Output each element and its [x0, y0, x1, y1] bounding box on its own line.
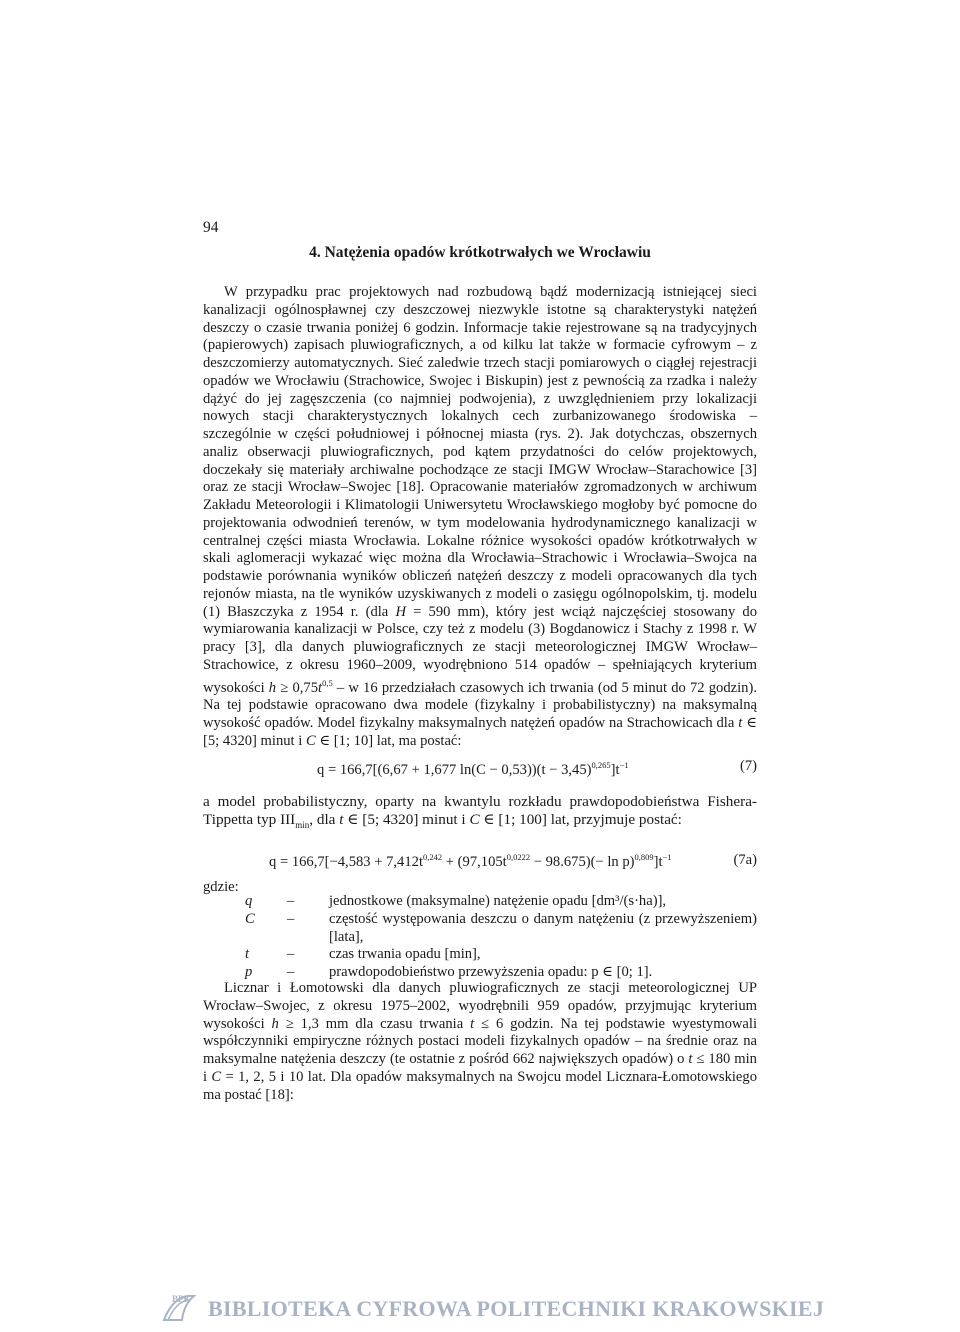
p1-var-t2: t	[738, 714, 743, 731]
legend-symbol: p	[245, 964, 253, 980]
legend-description: jednostkowe (maksymalne) natężenie opadu [dm³/(s·ha)],	[329, 893, 667, 909]
p2-text-c: ∈ [5; 4320] minut i	[343, 811, 470, 828]
p2-var-t: t	[339, 811, 344, 828]
eq7a-p4: ]t	[653, 853, 663, 870]
p1-var-h2: h	[268, 679, 277, 696]
legend-description: częstość występowania deszczu o danym natężeniu (z przewyższeniem) [lata],	[329, 910, 757, 945]
eq7-main: q = 166,7[(6,67 + 1,677 ln(C − 0,53))(t − 3,45)	[317, 761, 592, 778]
p3-text-d: ≤ 180 min i	[203, 1051, 757, 1085]
legend-row	[203, 893, 757, 911]
p3-var-t2: t	[688, 1051, 693, 1067]
eq7-exp: 0,265	[591, 760, 611, 770]
eq7a-e4: −1	[662, 852, 672, 862]
eq7a-p3: − 98.675)(− ln p)	[530, 853, 635, 870]
legend-row	[203, 911, 757, 947]
legend-description: prawdopodobieństwo przewyższenia opadu: p ∈ [0; 1].	[329, 964, 653, 980]
p3-text-a: Licznar i Łomotowski dla danych pluwiograficznych ze stacji meteorologicznej UP Wrocław–Swojec, z okresu 1975–2002, wyodrębnili 959 opadów, przyjmując kryterium wysokości	[203, 980, 757, 1032]
p1-text-d: – w 16 przedziałach czasowych ich trwania (od 5 minut do 72 godzin). Na tej podstawie opracowano dwa modele (fizykalny i probabilistyczny) na maksymalną wysokość opadów. Model fizykalny maksymalnych natężeń opadów na Strachowicach dla	[203, 679, 757, 731]
section-title: 4. Natężenia opadów krótkotrwałych we Wrocławiu	[309, 244, 651, 261]
page-number: 94	[203, 219, 219, 236]
eq7a-p1: q = 166,7[−4,583 + 7,412t	[269, 853, 424, 870]
paragraph-2	[203, 793, 757, 834]
legend-dash: –	[287, 893, 295, 909]
p1-text-f: ∈ [1; 10] lat, ma postać:	[315, 732, 462, 749]
p2-text-a: a model probabilistyczny, oparty na kwantylu rozkładu prawdopodobieństwa Fishera-Tippetta typ III	[203, 793, 757, 828]
legend-dash: –	[287, 964, 295, 980]
eq7a-e1: 0,242	[423, 852, 443, 862]
eq7a-e3: 0,809	[634, 852, 654, 862]
p2-text-d: ∈ [1; 100] lat, przyjmuje postać:	[479, 811, 682, 828]
legend-description: czas trwania opadu [min],	[329, 946, 481, 963]
legend-symbol: t	[245, 946, 250, 963]
legend-dash: –	[287, 946, 295, 963]
eq7a-e2: 0,0222	[506, 852, 531, 862]
eq7-tail: ]t	[610, 761, 620, 778]
p3-text-c: ≤ 6 godzin. Na tej podstawie wyestymowali współczynniki empiryczne różnych postaci modeli fizykalnych opadów – na średnie oraz na maksymalne natężenia deszczy (te ostatnie z pośród 662 największych opadów) o	[203, 1015, 757, 1067]
eq7-tail-exp: −1	[619, 760, 629, 770]
paragraph-1	[203, 284, 757, 750]
legend-symbol: q	[245, 893, 253, 909]
paragraph-3	[203, 980, 757, 1104]
eq7a-p2: + (97,105t	[442, 853, 507, 870]
p3-var-t: t	[470, 1015, 475, 1032]
p2-sub: min	[295, 820, 310, 831]
legend-intro: gdzie:	[203, 879, 239, 895]
p1-var-c: C	[305, 732, 316, 749]
p3-var-h: h	[271, 1015, 279, 1032]
equation-7-number: (7)	[739, 758, 757, 774]
library-name: BIBLIOTEKA CYFROWA POLITECHNIKI KRAKOWSKIEJ	[208, 1296, 825, 1321]
p2-var-c: C	[469, 811, 480, 828]
p3-text-b: ≥ 1,3 mm dla czasu trwania	[278, 1015, 471, 1032]
library-logo-text: BPK	[172, 1294, 191, 1304]
symbol-legend	[203, 893, 757, 982]
legend-symbol: C	[245, 910, 255, 927]
equation-7a-formula	[269, 852, 672, 871]
p1-text-c: ≥ 0,75	[276, 679, 318, 696]
p1-exp: 0,5	[322, 677, 333, 688]
equation-7-formula	[317, 760, 629, 779]
p1-text: W przypadku prac projektowych nad rozbudową bądź modernizacją istniejącej sieci kanalizacji ogólnospławnej czy deszczowej niezwykle istotne są charakterystyki natężeń deszczy o czasie trwania poniżej 6 godzin. Informacje takie rejestrowane są na tradycyjnych (papierowych) zapisach pluwiograficznych, a od kilku lat także w formacie cyfrowym – z deszczomierzy automatycznych. Sieć zaledwie trzech stacji pomiarowych o ciągłej rejestracji opadów we Wrocławiu (Strachowice, Swojec i Biskupin) jest z pewnością za rzadka i należy dążyć do jej zagęszczenia (co najmniej podwojenia), z uwzględnieniem przy lokalizacji nowych stacji charakterystycznych lokalnych cech zurbanizowanego środowiska – szczególnie w części południowej i północnej miasta (rys. 2). Jak dotychczas, obszernych analiz obserwacji pluwiograficznych, pod kątem przydatności do celów projektowych, doczekały się materiały archiwalne pochodzące ze stacji IMGW Wrocław–Starachowice [3] oraz ze stacji Wrocław–Swojec [18]. Opracowanie materiałów zgromadzonych w archiwum Zakładu Meteorologii i Klimatologii Uniwersytetu Wrocławskiego mogłoby być pomocne do projektowania odwodnień terenów, w tym modelowania hydrodynamicznego kanalizacji w centralnej części miasta Wrocławia. Lokalne różnice wysokości opadów krótkotrwałych w skali aglomeracji wykazać więc można dla Wrocławia–Strachowic i Wrocławia–Swojca na podstawie porównania wyników obliczeń natężeń deszczy z modeli opracowanych dla tych rejonów miasta, na tle wyników uzyskiwanych z modeli o zasięgu ogólnopolskim, tj. modelu (1) Błaszczyka z 1954 r. (dla	[203, 284, 757, 620]
p1-var-t: t	[318, 679, 323, 696]
legend-row	[203, 946, 757, 964]
p1-text-b: = 590 mm), który jest wciąż najczęściej stosowany do wymiarowania kanalizacji w Polsce, czy też z modelu (3) Bogdanowicz i Stachy z 1998 r. W pracy [3], dla danych pluwiograficznych ze stacji meteorologicznej IMGW Wrocław–Strachowice, z okresu 1960–2009, wyodrębniono 514 opadów – spełniających kryterium wysokości	[203, 603, 757, 696]
p1-text-e: ∈ [5; 4320] minut i	[203, 714, 757, 749]
p3-var-c: C	[211, 1068, 222, 1085]
equation-7a-number: (7a)	[733, 852, 757, 868]
legend-dash: –	[287, 910, 295, 927]
p1-var-h: H	[395, 603, 406, 620]
p3-text-e: = 1, 2, 5 i 10 lat. Dla opadów maksymalnych na Swojcu model Licznara-Łomotowskiego ma postać [18]:	[203, 1068, 757, 1103]
p2-text-b: , dla	[309, 811, 340, 828]
library-footer	[160, 1290, 825, 1330]
